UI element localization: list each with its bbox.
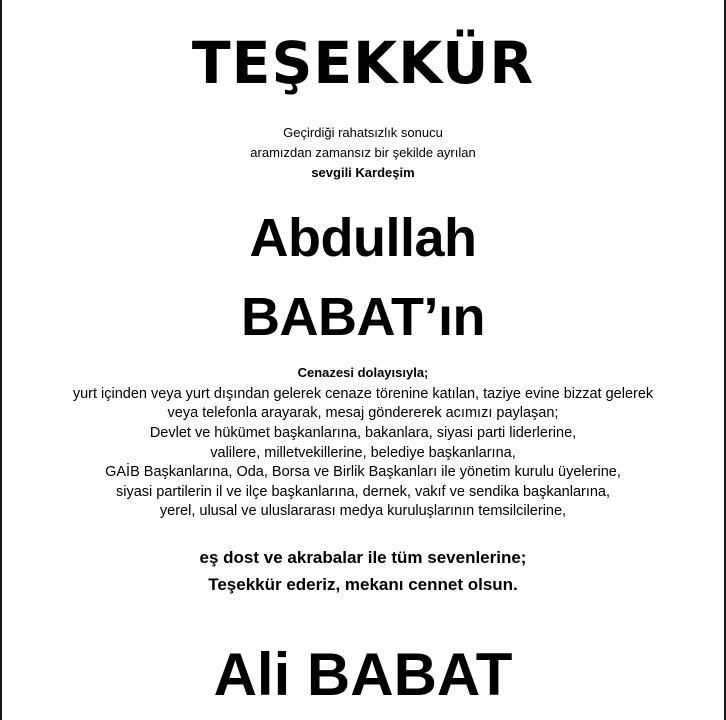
notice-title: TEŞEKKÜR [191, 29, 535, 97]
closing-line-1: eş dost ve akrabalar ile tüm sevenlerine; [199, 548, 527, 567]
body-line: veya telefonla arayarak, mesaj göndererek acımızı paylaşan; [167, 405, 559, 421]
body-line: siyasi partilerin il ve ilçe başkanlarına, dernek, vakıf ve sendika başkanlarına, [115, 484, 611, 500]
body-line: yerel, ulusal ve uluslararası medya kuruluşlarının temsilcilerine, [159, 503, 567, 519]
deceased-first-name: Abdullah [249, 208, 477, 268]
intro-line-1: Geçirdiği rahatsızlık sonucu [283, 125, 443, 140]
closing-line-2: Teşekkür ederiz, mekanı cennet olsun. [208, 575, 518, 594]
signature: Ali BABAT [213, 641, 513, 708]
body-line: GAİB Başkanlarına, Oda, Borsa ve Birlik Başkanları ile yönetim kurulu üyelerine, [105, 464, 621, 480]
body-heading: Cenazesi dolayısıyla; [297, 365, 429, 380]
deceased-last-name: BABAT’ın [241, 287, 485, 347]
intro-line-2: aramızdan zamansız bir şekilde ayrılan [250, 145, 476, 160]
body-line: Devlet ve hükümet başkanlarına, bakanlara, siyasi parti liderlerine, [149, 425, 577, 441]
body-line: yurt içinden veya yurt dışından gelerek cenaze törenine katılan, taziye evine bizzat gelerek [72, 386, 654, 402]
intro-line-3: sevgili Kardeşim [311, 165, 415, 180]
body-line: valilere, milletvekillerine, belediye başkanlarına, [210, 445, 516, 461]
